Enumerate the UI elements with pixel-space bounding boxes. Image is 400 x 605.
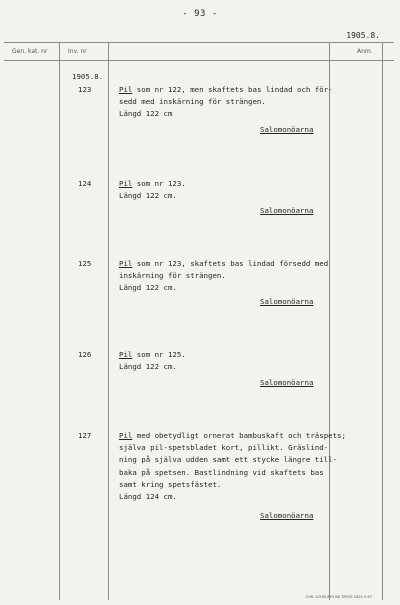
header-rule-bottom: [4, 60, 394, 61]
object-type-word: Pil: [119, 431, 133, 440]
entry-text: Längd 124 cm.: [119, 492, 177, 501]
inv-number: 124: [78, 179, 92, 188]
series-label: 1905.8.: [72, 72, 104, 81]
column-divider-4: [382, 42, 383, 600]
entry-text-line: [119, 258, 328, 270]
column-divider-3: [329, 42, 330, 600]
object-type-word: Pil: [119, 85, 133, 94]
entry-text-line: [119, 349, 186, 361]
entry-text-line: [119, 190, 177, 202]
locality-label: Salomonöarna: [260, 297, 314, 306]
entry-text-line: [119, 430, 346, 442]
printer-footer: CHR. SCHEUFFS BK TRYCK 1824 5 67: [305, 595, 372, 599]
object-type-word: Pil: [119, 259, 133, 268]
column-divider-1: [59, 42, 60, 600]
inv-number: 125: [78, 259, 92, 268]
page-number: - 93 -: [182, 9, 218, 19]
entry-text-line: [119, 454, 337, 466]
column-divider-2: [108, 42, 109, 600]
entry-text-line: [119, 282, 177, 294]
locality-label: Salomonöarna: [260, 378, 314, 387]
locality-label: Salomonöarna: [260, 125, 314, 134]
column-header-gen-kat: Gen. kat. nr: [12, 48, 48, 55]
entry-text: Längd 122 cm.: [119, 362, 177, 372]
entry-text: inskärning för strängen.: [119, 271, 226, 281]
column-header-inv: Inv. nr: [68, 48, 87, 55]
header-rule-top: [4, 42, 394, 43]
entry-text: Längd 122 cm: [119, 109, 173, 119]
locality-label: Salomonöarna: [260, 511, 314, 520]
entry-text: som nr 122, men skaftets bas lindad och för-: [132, 85, 333, 94]
entry-text: Längd 122 cm.: [119, 283, 177, 293]
entry-text: baka på spetsen. Bastlindning vid skaftets bas: [119, 467, 324, 477]
entry-text: samt kring spetsfästet.: [119, 479, 222, 489]
entry-text: ning på själva udden samt ett stycke längre till-: [119, 455, 338, 465]
entry-text: med obetydligt ornerat bambuskaft och träspets;: [132, 431, 346, 440]
column-header-anm: Anm.: [357, 48, 373, 55]
inv-number: 123: [78, 85, 92, 94]
reference-code: 1905.8.: [346, 31, 380, 40]
object-type-word: Pil: [119, 179, 133, 188]
entry-text-line: [119, 96, 266, 108]
entry-text: själva pil-spetsbladet kort, pillikt. Gräslind-: [119, 443, 329, 453]
entry-text-line: [119, 491, 177, 503]
entry-text-line: [119, 84, 333, 96]
entry-text-line: [119, 479, 221, 491]
entry-text-line: [119, 467, 324, 479]
entry-text: som nr 123.: [132, 179, 186, 188]
entry-text: Längd 122 cm.: [119, 191, 177, 201]
entry-text-line: [119, 442, 328, 454]
entry-text: som nr 125.: [132, 350, 186, 359]
entry-text-line: [119, 361, 177, 373]
locality-label: Salomonöarna: [260, 206, 314, 215]
entry-text: sedd med inskärning för strängen.: [119, 97, 266, 107]
inv-number: 127: [78, 431, 92, 440]
object-type-word: Pil: [119, 350, 133, 359]
entry-text-line: [119, 108, 172, 120]
entry-text-line: [119, 270, 226, 282]
entry-text-line: [119, 178, 186, 190]
entry-text: som nr 123, skaftets bas lindad försedd med: [132, 259, 329, 268]
inv-number: 126: [78, 350, 92, 359]
